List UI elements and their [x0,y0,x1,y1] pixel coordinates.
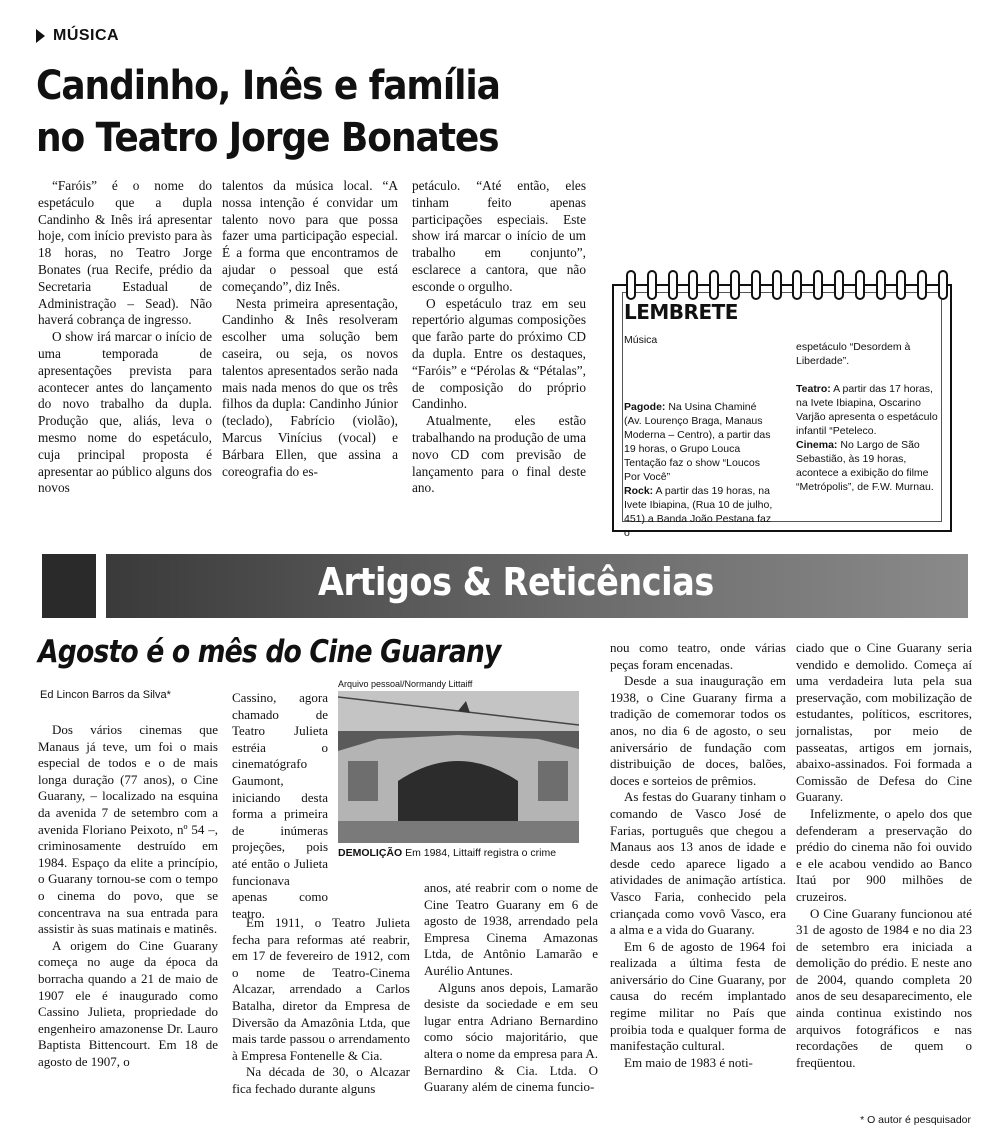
article2-column-5 [796,640,972,1071]
photo [338,679,579,862]
lembrete-entry: Pagode: Na Usina Chaminé (Av. Lourenço Braga, Manaus Moderna – Centro), a partir das 19 horas, o Grupo Louca Tentação faz o show “Loucos Por Você” [624,401,771,483]
lembrete-box [612,270,952,539]
paragraph: Nesta primeira apresentação, Candinho & Inês resolveram escolher uma solução bem caseira, ou seja, os novos talentos apresentados serão nada mais nada menos do que os três filhos da dupla: Candinho Júnior (teclado), Fabrício (violão), Marcus Vinícius (vocal) e Bárbara Ellen, que assina a coreografia do es- [222,295,398,479]
paragraph: Desde a sua inauguração em 1938, o Cine Guarany firma a tradição de comemorar todos os anos, no dia 6 de agosto, o seu aniversário de fundação com distribuição de doces, balões, doces e sorteios de prêmios. [610,673,786,788]
article-title: Agosto é o mês do Cine Guarany [38,634,501,670]
paragraph: Em 1911, o Teatro Julieta fecha para reformas até reabrir, em 17 de fevereiro de 1912, com o nome de Teatro-Cinema Alcazar, arrendado a Carlos Batalha, diretor da Empresa de Diversão da Amazônia Ltda, que mais tarde passou o arrendamento à Empresa Fontenelle & Cia. [232,915,410,1063]
paragraph: Na década de 30, o Alcazar fica fechado durante alguns [232,1064,410,1096]
paragraph: A origem do Cine Guarany começa no auge da época da borracha quando a 21 de maio de 1907 ele é inaugurado como Cassino Julieta, propriedade do engenheiro amazonense Dr. Lauro Baptista Bittencourt. Em 18 de agosto de 1907, o [38,937,218,1069]
section-label-text: MÚSICA [53,27,120,44]
lembrete-left-column [624,400,774,540]
author-footnote: * O autor é pesquisador [860,1114,971,1126]
band-title: Artigos & Reticências [318,560,714,604]
article2-column-3 [424,880,598,1096]
demolition-photo [338,691,579,843]
photo-credit: Arquivo pessoal/Normandy Littaiff [338,679,473,689]
byline: Ed Lincon Barros da Silva* [40,689,171,701]
article1-column-2 [222,178,398,480]
lembrete-subtitle: Música [624,334,658,346]
section-label [36,27,119,45]
article2-column-4 [610,640,786,1071]
article1-column-1 [38,178,212,497]
paragraph: nou como teatro, onde várias peças foram encenadas. [610,640,786,672]
article1-column-3 [412,178,586,497]
paragraph: Dos vários cinemas que Manaus já teve, um foi o mais especial de todos e o de mais longa duração (77 anos), o Cine Guarany, – localizado na esquina da avenida 7 de setembro com a avenida Floriano Peixoto, nº 54 –, criminosamente destruído em 1984. Espaço da elite a princípio, o Guarany tornou-se com o tempo o cinema do povo, que se concentrava na sua entrada para assistir às suas matinais e matinês. [38,722,218,937]
triangle-bullet-icon [36,29,45,43]
band-block [42,554,96,618]
paragraph: “Faróis” é o nome do espetáculo que a dupla Candinho & Inês irá apresentar hoje, com início previsto para às 18 horas, no Teatro Jorge Bonates (rua Recife, prédio da Secretaria Estadual de Administração – Sead). Não haverá cobrança de ingresso. [38,178,212,328]
paragraph: Alguns anos depois, Lamarão desiste da sociedade e em seu lugar entra Adriano Bernardino como sócio majoritário, que altera o nome da empresa para A. Bernardino & Cia. Ltda. O Guarany além de cinema funcio- [424,979,598,1095]
photo-caption: DEMOLIÇÃO Em 1984, Littaiff registra o crime [338,847,557,859]
article2-column-1 [38,722,218,1070]
paragraph: Em maio de 1983 é noti- [624,1054,753,1070]
paragraph: ciado que o Cine Guarany seria vendido e demolido. Começa aí uma verdadeira luta pela sua preservação, com mobilização de estudantes, políticos, escritores, jornalistas, por meio de passeatas, artigos em jornais, abaixo-assinados. Foi formada a Comissão de Defesa do Cine Guarany. [796,640,972,805]
lembrete-title: LEMBRETE [624,300,738,324]
paragraph: O espetáculo traz em seu repertório algumas composições que farão parte do próximo CD da dupla. Entre os destaques, “Faróis” e “Pérolas & “Pétalas”, de composição do próprio Candinho. [412,295,586,412]
lembrete-entry: Teatro: A partir das 17 horas, na Ivete Ibiapina, Oscarino Varjão apresenta o espetáculo infantil “Peteleco. [796,383,938,437]
paragraph: Infelizmente, o apelo dos que defenderam a preservação do prédio do cinema não foi ouvido e ele acabou vendido ao Banco Itaú por 900 milhões de cruzeiros. [796,805,972,904]
lembrete-entry: Rock: A partir das 19 horas, na Ivete Ibiapina, (Rua 10 de julho, 451) a Banda João Pestana faz o [624,485,773,539]
paragraph: As festas do Guarany tinham o comando de Vasco José de Farias, português que chegou a Manaus aos 13 anos de idade e desde cedo aparece ligado a atividades de animação artística. Vasco Faria, conhecido pela criançada como vovô Vasco, era a alma e a vida do Guarany. [610,789,786,938]
paragraph: anos, até reabrir com o nome de Cine Teatro Guarany em 6 de agosto de 1938, arrendado pela Empresa Cinema Amazonas Ltda, de Antônio Lamarão e Aurélio Antunes. [424,880,598,978]
article2-column-2-top [232,690,328,922]
paragraph: Em 6 de agosto de 1964 foi realizada a última festa de aniversário do Cine Guarany, por causa do recém implantado regime militar no País que proibia toda e qualquer forma de manifestação cultural. [610,938,786,1054]
headline: Candinho, Inês e família no Teatro Jorge Bonates [36,63,500,161]
paragraph: Atualmente, eles estão trabalhando na produção de uma novo CD com previsão de lançamento para o final deste ano. [412,413,586,496]
paragraph: petáculo. “Até então, eles tinham feito apenas participações especiais. Este show irá marcar o início de um trabalho em conjunto”, esclarece a cantora, que não esconde o orgulho. [412,178,586,294]
lembrete-entry: espetáculo “Desordem à Liberdade”. [796,341,911,367]
article2-column-2 [232,915,410,1098]
paragraph: Cassino, agora chamado de Teatro Julieta estréia o cinematógrafo Gaumont, iniciando desta forma a primeira de inúmeras projeções, pois até então o Julieta funcionava apenas como teatro. [232,690,328,921]
paragraph: O show irá marcar o início de uma temporada de apresentações prevista para acontecer antes do lançamento do novo trabalho da dupla. Produção que, aliás, leva o mesmo nome do espetáculo, cuja principal proposta é apresentar ao público alguns dos novos [38,329,212,496]
paragraph: O Cine Guarany funcionou até 31 de agosto de 1984 e no dia 23 de setembro era iniciada a demolição do prédio. E neste ano de 2004, quando completa 20 anos de seu desaparecimento, ele ainda continua existindo nos arquivos fotográficos e nas recordações de quem o freqüentou. [796,905,972,1070]
lembrete-entry: Cinema: No Largo de São Sebastião, às 19 horas, acontece a exibição do filme “Metrópolis”, de F.W. Murnau. [796,439,934,493]
lembrete-right-column [796,340,942,494]
spiral-binding-icon [626,270,948,300]
paragraph: talentos da música local. “A nossa intenção é convidar um talento novo para que possa fazer uma participação especial. É a forma que encontramos de ajudar o pessoal que está começando”, diz Inês. [222,178,398,294]
